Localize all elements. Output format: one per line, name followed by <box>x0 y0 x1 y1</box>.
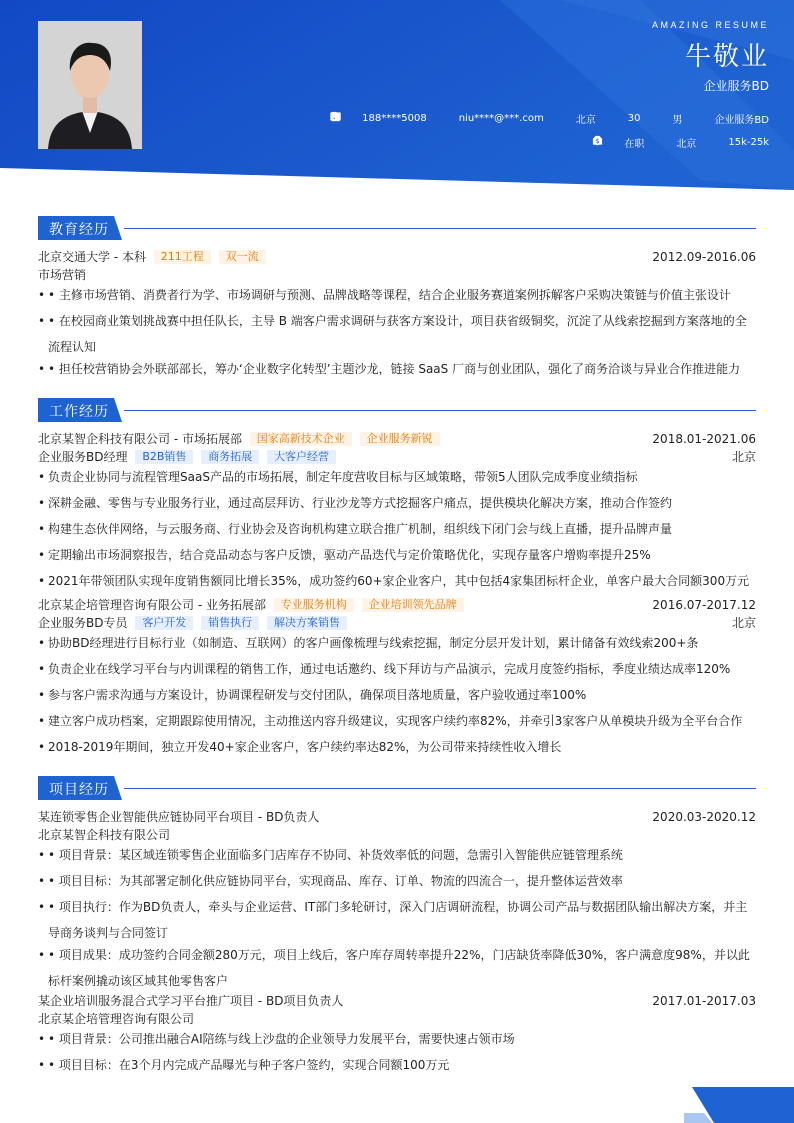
project-bullet: • • 项目目标：为其部署定制化供应链协同平台，实现商品、库存、订单、物流的四流合一，提升整体运营效率 <box>38 868 756 894</box>
send-icon <box>696 113 707 124</box>
gender-item <box>654 111 682 126</box>
job-status-text: 在职 <box>624 139 645 150</box>
school-tag: 双一流 <box>219 250 266 264</box>
project-name: 某连锁零售企业智能供应链协同平台项目 - BD负责人 <box>38 810 320 824</box>
job-role: 企业服务BD专员 <box>38 616 128 630</box>
section-title-tag <box>38 216 122 240</box>
residence-item <box>558 111 596 126</box>
job-bullet: • 2018-2019年期间，独立开发40+家企业客户，客户续约率达82%，为公司带来持续性收入增长 <box>38 734 756 760</box>
job-bullet: • 参与客户需求沟通与方案设计，协调课程研发与交付团队，确保项目落地质量，客户验收通过率100% <box>38 682 756 708</box>
salary-text: 15k-25k <box>728 137 769 148</box>
job-company-row <box>38 596 756 614</box>
job-period: 2018.01-2021.06 <box>652 432 756 446</box>
role-tag: 解决方案销售 <box>267 616 347 630</box>
projects-section-header <box>38 776 756 800</box>
job-bullet: • 协助BD经理进行目标行业（如制造、互联网）的客户画像梳理与线索挖掘，制定分层开发计划，累计储备有效线索200+条 <box>38 630 756 656</box>
company-name: 北京某智企科技有限公司 - 市场拓展部 <box>38 432 242 446</box>
role-tag: B2B销售 <box>135 450 193 464</box>
gender-text: 男 <box>672 115 683 126</box>
section-title-tag <box>38 776 122 800</box>
status-info-row <box>592 135 769 150</box>
education-section-header <box>38 216 756 240</box>
project-title-row <box>38 808 756 826</box>
header-banner <box>0 0 794 195</box>
education-bullet: • • 主修市场营销、消费者行为学、市场调研与预测、品牌战略等课程，结合企业服务赛道案例拆解客户采购决策链与价值主张设计 <box>38 282 756 308</box>
target-city-text: 北京 <box>676 139 697 150</box>
job-bullet: • 定期输出市场洞察报告，结合竞品动态与客户反馈，驱动产品迭代与定价策略优化，实现存量客户增购率提升25% <box>38 542 756 568</box>
project-org: 北京某智企科技有限公司 <box>38 828 171 842</box>
company-tag: 国家高新技术企业 <box>250 432 352 446</box>
section-divider <box>124 788 756 789</box>
residence-text: 北京 <box>575 115 596 126</box>
project-period: 2017.01-2017.03 <box>652 994 756 1008</box>
candidate-name: 牛敬业 <box>684 42 769 72</box>
work-section-header <box>38 398 756 422</box>
job-status-item <box>606 135 644 150</box>
phone-text: 188****5008 <box>362 113 427 124</box>
cake-icon <box>610 113 621 124</box>
job-bullet: • 负责企业在线学习平台与内训课程的销售工作，通过电话邀约、线下拜访与产品演示，完成月度签约指标，季度业绩达成率120% <box>38 656 756 682</box>
job-bullet: • 2021年带领团队实现年度销售额同比增长35%，成功签约60+家企业客户，其中包括4家集团标杆企业，单客户最大合同额300万元 <box>38 568 756 594</box>
company-tag: 企业培训领先品牌 <box>362 598 464 612</box>
contact-info-row <box>330 111 769 126</box>
company-name: 北京某企培管理咨询有限公司 - 业务拓展部 <box>38 598 266 612</box>
section-divider <box>124 228 756 229</box>
job-bullet: • 构建生态伙伴网络，与云服务商、行业协会及咨询机构建立联合推广机制，组织线下闭门会与线上直播，提升品牌声量 <box>38 516 756 542</box>
company-tag: 专业服务机构 <box>274 598 354 612</box>
email-text: niu****@***.com <box>458 113 544 124</box>
gender-icon <box>654 113 665 124</box>
school-tag: 211工程 <box>154 250 211 264</box>
target-city-item <box>658 135 696 150</box>
project-bullet: • • 项目成果：成功签约合同金额280万元，项目上线后，客户库存周转率提升22%，门店缺货率降低30%，客户满意度98%，并以此标杆案例撬动该区域其他零售客户 <box>38 942 756 994</box>
resume-tagline: AMAZING RESUME <box>651 20 769 30</box>
education-period: 2012.09-2016.06 <box>652 250 756 264</box>
phone-item <box>344 113 427 124</box>
job-company-row <box>38 430 756 448</box>
avatar-photo <box>38 21 142 149</box>
project-bullet: • • 项目背景：某区域连锁零售企业面临多门店库存不协同、补货效率低的问题，急需引入智能供应链管理系统 <box>38 842 756 868</box>
project-org: 北京某企培管理咨询有限公司 <box>38 1012 195 1026</box>
age-item <box>610 113 641 124</box>
project-bullet: • • 项目目标：在3个月内完成产品曝光与种子客户签约，实现合同额100万元 <box>38 1052 756 1078</box>
section-title-tag <box>38 398 122 422</box>
section-title: 工作经历 <box>49 404 109 420</box>
role-tag: 大客户经营 <box>267 450 336 464</box>
school-name: 北京交通大学 - 本科 <box>38 250 146 264</box>
footer-decoration <box>684 1087 794 1123</box>
education-bullet: • • 在校园商业策划挑战赛中担任队长，主导 B 端客户需求调研与获客方案设计，项目获省级铜奖，沉淀了从线索挖掘到方案落地的全流程认知 <box>38 308 756 360</box>
section-divider <box>124 410 756 411</box>
job-role: 企业服务BD经理 <box>38 450 128 464</box>
age-text: 30 <box>627 113 641 124</box>
job-bullet: • 建立客户成功档案，定期跟踪使用情况，主动推送内容升级建议，实现客户续约率82%，并牵引3家客户从单模块升级为全平台合作 <box>38 708 756 734</box>
job-city: 北京 <box>731 450 756 464</box>
job-bullet: • 深耕金融、零售与专业服务行业，通过高层拜访、行业沙龙等方式挖掘客户痛点，提供模块化解决方案，推动合作签约 <box>38 490 756 516</box>
project-title-row <box>38 992 756 1010</box>
project-bullet: • • 项目背景：公司推出融合AI陪练与线上沙盘的企业领导力发展平台，需要快速占领市场 <box>38 1026 756 1052</box>
home-icon <box>558 113 569 124</box>
role-tag: 商务拓展 <box>201 450 259 464</box>
location-pin-icon <box>658 137 669 148</box>
target-job-text: 企业服务BD <box>714 115 769 126</box>
project-period: 2020.03-2020.12 <box>652 810 756 824</box>
briefcase-icon <box>606 137 617 148</box>
target-job-item <box>696 111 769 126</box>
mail-icon <box>441 113 452 124</box>
section-title: 项目经历 <box>49 782 109 798</box>
education-major: 市场营销 <box>38 268 87 282</box>
job-title: 企业服务BD <box>703 79 769 93</box>
education-bullet: • • 担任校营销协会外联部部长，筹办‘企业数字化转型’主题沙龙，链接 SaaS 厂商与创业团队，强化了商务洽谈与异业合作推进能力 <box>38 356 756 382</box>
job-bullet: • 负责企业协同与流程管理SaaS产品的市场拓展，制定年度营收目标与区域策略，带领5人团队完成季度业绩指标 <box>38 464 756 490</box>
education-school-row <box>38 248 756 266</box>
job-period: 2016.07-2017.12 <box>652 598 756 612</box>
job-city: 北京 <box>731 616 756 630</box>
email-item <box>441 113 544 124</box>
role-tag: 销售执行 <box>201 616 259 630</box>
project-name: 某企业培训服务混合式学习平台推广项目 - BD项目负责人 <box>38 994 344 1008</box>
section-title: 教育经历 <box>49 222 109 238</box>
company-tag: 企业服务新锐 <box>360 432 440 446</box>
role-tag: 客户开发 <box>135 616 193 630</box>
project-bullet: • • 项目执行：作为BD负责人，牵头与企业运营、IT部门多轮研讨，深入门店调研流程，协调公司产品与数据团队输出解决方案，并主导商务谈判与合同签订 <box>38 894 756 946</box>
svg-text:$: $ <box>595 136 600 145</box>
phone-icon <box>344 113 355 124</box>
